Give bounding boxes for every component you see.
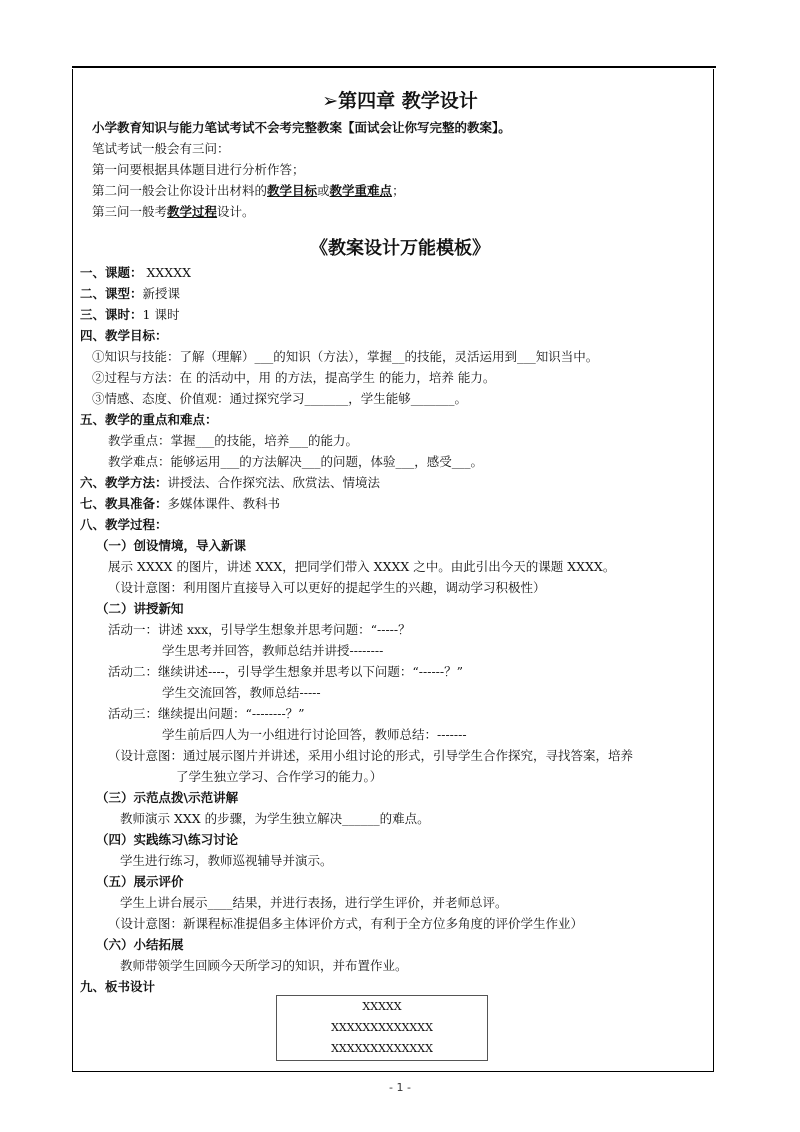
intro-line-1: 小学教育知识与能力笔试考试不会考完整教案【面试会让你写完整的教案】。 bbox=[92, 120, 511, 135]
intro-line-5-end: 设计。 bbox=[217, 204, 255, 219]
activity-2: 活动二：继续讲述----，引导学生想象并思考以下问题：“------？” bbox=[108, 664, 464, 679]
section-tools bbox=[80, 496, 280, 512]
section-topic-label: 一、课题： bbox=[80, 265, 143, 280]
step-6-text: 教师带领学生回顾今天所学习的知识，并布置作业。 bbox=[120, 958, 408, 973]
section-type bbox=[80, 286, 180, 302]
step-5-heading: （五）展示评价 bbox=[96, 874, 184, 889]
step-2-heading: （二）讲授新知 bbox=[96, 601, 184, 616]
step-4-heading: （四）实践练习\练习讨论 bbox=[96, 832, 239, 847]
board-design-box bbox=[276, 995, 488, 1061]
step-2-design-intent-1: （设计意图：通过展示图片并讲述，采用小组讨论的形式，引导学生合作探究，寻找答案，培养 bbox=[108, 748, 634, 763]
step-1-design-intent: （设计意图：利用图片直接导入可以更好的提起学生的兴趣，调动学习积极性） bbox=[108, 580, 546, 595]
difficult-point: 教学难点：能够运用___的方法解决___的问题，体验___，感受___。 bbox=[108, 454, 484, 469]
intro-line-4-text: 第二问一般会让你设计出材料的 bbox=[92, 183, 268, 198]
template-title: 《教案设计万能模板》 bbox=[310, 238, 490, 259]
section-objectives-label: 四、教学目标： bbox=[80, 328, 168, 343]
section-process-label: 八、教学过程： bbox=[80, 517, 168, 532]
section-methods bbox=[80, 475, 380, 491]
intro-line-2: 笔试考试一般会有三问： bbox=[92, 141, 230, 156]
objective-process: ②过程与方法：在 的活动中，用 的方法，提高学生 的能力，培养 能力。 bbox=[92, 370, 496, 385]
activity-3-response: 学生前后四人为一小组进行讨论回答，教师总结：------- bbox=[162, 727, 467, 742]
objective-attitude: ③情感、态度、价值观：通过探究学习_______，学生能够_______。 bbox=[92, 391, 468, 406]
section-hours bbox=[80, 307, 179, 323]
intro-keyword-process: 教学过程 bbox=[167, 204, 218, 219]
section-tools-value: 多媒体课件、教科书 bbox=[167, 496, 281, 511]
step-2-design-intent-2: 了学生独立学习、合作学习的能力。） bbox=[176, 769, 383, 784]
activity-2-response: 学生交流回答，教师总结----- bbox=[162, 685, 321, 700]
section-key-points-label: 五、教学的重点和难点： bbox=[80, 412, 218, 427]
board-line-3: XXXXXXXXXXXXX bbox=[331, 1042, 433, 1055]
chapter-title: 第四章 教学设计 bbox=[338, 90, 478, 112]
section-methods-value: 讲授法、合作探究法、欣赏法、情境法 bbox=[167, 475, 381, 490]
intro-line-4-end: ； bbox=[392, 183, 405, 198]
step-5-text: 学生上讲台展示____结果，并进行表扬，进行学生评价，并老师总评。 bbox=[120, 895, 508, 910]
objective-knowledge: ①知识与技能：了解（理解）___的知识（方法），掌握__的技能，灵活运用到___知识当中。 bbox=[92, 349, 599, 364]
intro-line-5-text: 第三问一般考 bbox=[92, 204, 168, 219]
step-6-heading: （六）小结拓展 bbox=[96, 937, 184, 952]
section-board-label: 九、板书设计 bbox=[80, 979, 156, 994]
section-topic-value: XXXXX bbox=[146, 265, 191, 280]
section-hours-label: 三、课时： bbox=[80, 307, 143, 322]
arrow-bullet-icon: ➢ bbox=[322, 90, 339, 112]
board-line-2: XXXXXXXXXXXXX bbox=[331, 1021, 433, 1034]
step-3-heading: （三）示范点拨\示范讲解 bbox=[96, 790, 239, 805]
board-line-1: XXXXX bbox=[362, 1000, 402, 1013]
intro-line-4 bbox=[92, 183, 405, 199]
intro-keyword-objectives: 教学目标 bbox=[267, 183, 318, 198]
key-point: 教学重点：掌握___的技能，培养___的能力。 bbox=[108, 433, 359, 448]
section-hours-value: 1 课时 bbox=[142, 307, 180, 322]
section-tools-label: 七、教具准备： bbox=[80, 496, 168, 511]
activity-1-response: 学生思考并回答，教师总结并讲授-------- bbox=[162, 643, 384, 658]
activity-3: 活动三：继续提出问题：“--------？” bbox=[108, 706, 305, 721]
activity-1: 活动一：讲述 xxx，引导学生想象并思考问题：“-----？ bbox=[108, 622, 411, 637]
section-methods-label: 六、教学方法： bbox=[80, 475, 168, 490]
step-3-text: 教师演示 XXX 的步骤，为学生独立解决______的难点。 bbox=[120, 811, 430, 826]
step-1-heading: （一）创设情境，导入新课 bbox=[96, 538, 247, 553]
section-type-value: 新授课 bbox=[142, 286, 181, 301]
page-top-rule bbox=[72, 66, 716, 68]
step-5-design-intent: （设计意图：新课程标准提倡多主体评价方式，有利于全方位多角度的评价学生作业） bbox=[108, 916, 584, 931]
step-4-text: 学生进行练习，教师巡视辅导并演示。 bbox=[120, 853, 333, 868]
intro-keyword-key-points: 教学重难点 bbox=[329, 183, 393, 198]
intro-line-5 bbox=[92, 204, 255, 220]
section-type-label: 二、课型： bbox=[80, 286, 143, 301]
step-1-text: 展示 XXXX 的图片，讲述 XXX，把同学们带入 XXXX 之中。由此引出今天的课题 XXXX。 bbox=[108, 559, 616, 574]
chapter-heading bbox=[0, 86, 800, 113]
page-number: - 1 - bbox=[389, 1081, 411, 1094]
section-topic bbox=[80, 265, 191, 281]
intro-line-3: 第一问要根据具体题目进行分析作答； bbox=[92, 162, 305, 177]
intro-line-4-or: 或 bbox=[317, 183, 330, 198]
